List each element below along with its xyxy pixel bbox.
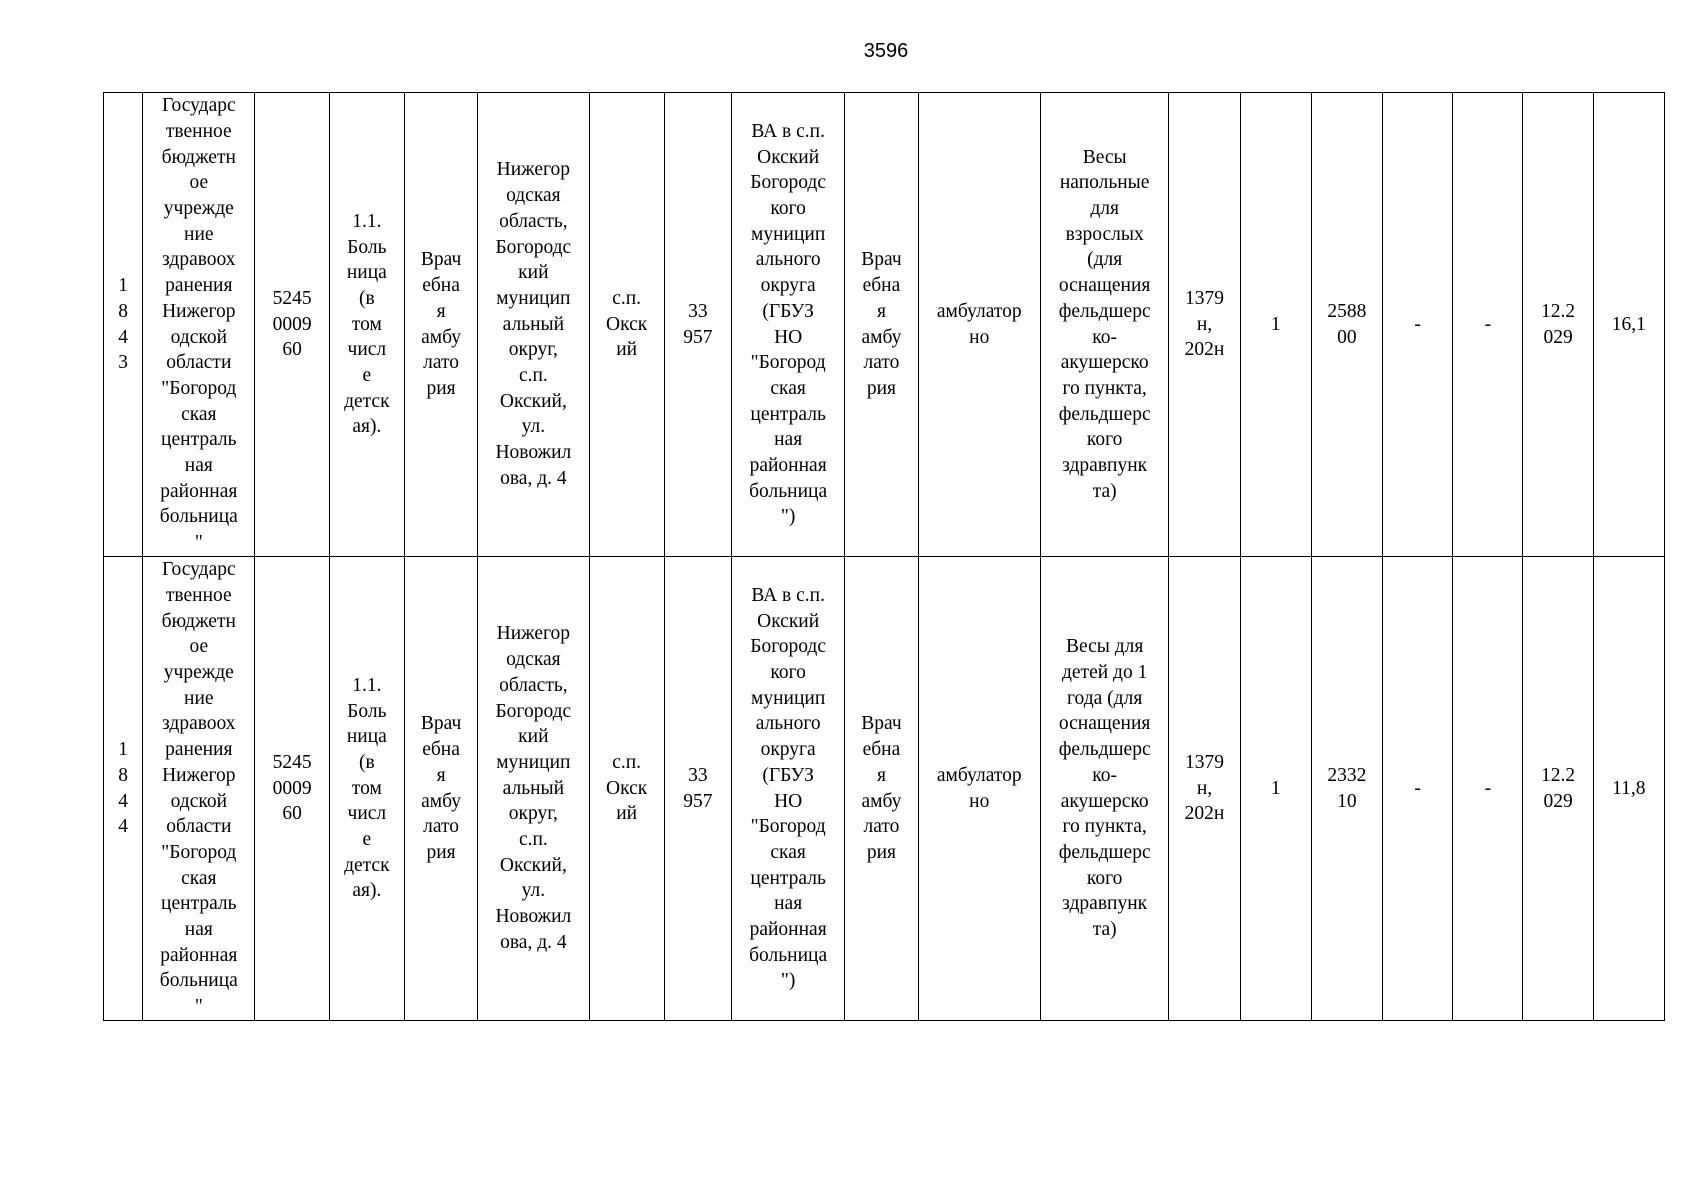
row-index-cell — [104, 93, 143, 557]
care-form: амбулатор но — [936, 764, 1022, 812]
care-form: амбулатор но — [936, 300, 1022, 348]
unit-cell — [404, 93, 477, 557]
unit-type: Врач ебна я амбу лато рия — [420, 713, 462, 863]
page-number: 3596 — [863, 40, 909, 62]
col-b-cell — [1453, 557, 1523, 1021]
facility-type: 1.1. Боль ница (в том числ е детск ая). — [344, 210, 390, 438]
settlement-cell — [589, 93, 664, 557]
col-b-cell — [1453, 93, 1523, 557]
dash-value: - — [1484, 777, 1492, 799]
quantity-cell — [1240, 93, 1311, 557]
value-cell — [1593, 93, 1664, 557]
organization-name: Государс твенное бюджетн ое учрежде ние здравоох ранения Нижегор одской области "Богород ская централь ная районная больница " — [159, 95, 238, 554]
facility-type: 1.1. Боль ница (в том числ е детск ая). — [344, 674, 390, 902]
dash-value: - — [1414, 313, 1421, 335]
code-cell — [255, 557, 329, 1021]
address-cell — [478, 557, 589, 1021]
organization-cell — [143, 557, 255, 1021]
division-type: Врач ебна я амбу лато рия — [861, 249, 902, 399]
settlement: с.п. Окск ий — [606, 751, 648, 825]
division-type-cell — [845, 557, 918, 1021]
dash-value: - — [1414, 777, 1421, 799]
quantity: 1 — [1270, 777, 1281, 799]
col-a-cell — [1383, 557, 1453, 1021]
division-type-cell — [845, 93, 918, 557]
row-index: 1 8 4 3 — [118, 275, 128, 374]
address-cell — [478, 93, 589, 557]
population-cell — [664, 93, 731, 557]
care-form-cell — [918, 93, 1040, 557]
division-name-cell — [731, 93, 844, 557]
value-cell — [1593, 557, 1664, 1021]
equipment-description: Весы напольные для взрослых (для оснащения фельдшерс ко- акушерско го пункта, фельдшерс кого здравпунк та) — [1058, 146, 1151, 502]
settlement-cell — [589, 557, 664, 1021]
population: 33 957 — [683, 764, 713, 812]
settlement: с.п. Окск ий — [606, 287, 648, 361]
organization-cell — [143, 93, 255, 557]
price-cell — [1311, 93, 1382, 557]
date-cell — [1523, 557, 1593, 1021]
code-cell — [255, 93, 329, 557]
population: 33 957 — [683, 300, 713, 348]
division-name: ВА в с.п. Окский Богородс кого муницип ального округа (ГБУЗ НО "Богород ская централь ная районная больница ") — [749, 120, 828, 528]
address: Нижегор одская область, Богородс кий муницип альный округ, с.п. Окский, ул. Новожил ова, д. 4 — [495, 159, 572, 489]
order-cell — [1169, 557, 1240, 1021]
col-a-cell — [1383, 93, 1453, 557]
division-name-cell — [731, 557, 844, 1021]
organization-name: Государс твенное бюджетн ое учрежде ние здравоох ранения Нижегор одской области "Богород ская централь ная районная больница " — [159, 559, 238, 1018]
population-cell — [664, 557, 731, 1021]
facility-type-cell — [329, 557, 404, 1021]
equipment-cell — [1040, 93, 1168, 557]
address: Нижегор одская область, Богородс кий муницип альный округ, с.п. Окский, ул. Новожил ова, д. 4 — [495, 623, 572, 953]
facility-type-cell — [329, 93, 404, 557]
price: 2588 00 — [1327, 300, 1367, 348]
order-reference: 1379 н, 202н — [1184, 287, 1225, 361]
quantity: 1 — [1270, 313, 1281, 335]
value: 16,1 — [1611, 313, 1646, 335]
equipment-description: Весы для детей до 1 года (для оснащения фельдшерс ко- акушерско го пункта, фельдшерс кого здравпунк та) — [1058, 636, 1151, 941]
date: 12.2 029 — [1541, 300, 1576, 348]
division-type: Врач ебна я амбу лато рия — [861, 713, 902, 863]
order-reference: 1379 н, 202н — [1184, 751, 1225, 825]
organization-code: 5245 0009 60 — [272, 751, 312, 825]
table-row — [104, 93, 1665, 557]
unit-type: Врач ебна я амбу лато рия — [420, 249, 462, 399]
unit-cell — [404, 557, 477, 1021]
row-index-cell — [104, 557, 143, 1021]
order-cell — [1169, 93, 1240, 557]
dash-value: - — [1484, 313, 1492, 335]
equipment-table — [103, 92, 1665, 1021]
date: 12.2 029 — [1541, 764, 1576, 812]
row-index: 1 8 4 4 — [118, 739, 128, 838]
organization-code: 5245 0009 60 — [272, 287, 312, 361]
table-row — [104, 557, 1665, 1021]
price: 2332 10 — [1327, 764, 1367, 812]
date-cell — [1523, 93, 1593, 557]
value: 11,8 — [1612, 777, 1646, 799]
price-cell — [1311, 557, 1382, 1021]
equipment-cell — [1040, 557, 1168, 1021]
care-form-cell — [918, 557, 1040, 1021]
quantity-cell — [1240, 557, 1311, 1021]
division-name: ВА в с.п. Окский Богородс кого муницип ального округа (ГБУЗ НО "Богород ская централь ная районная больница ") — [749, 584, 828, 992]
